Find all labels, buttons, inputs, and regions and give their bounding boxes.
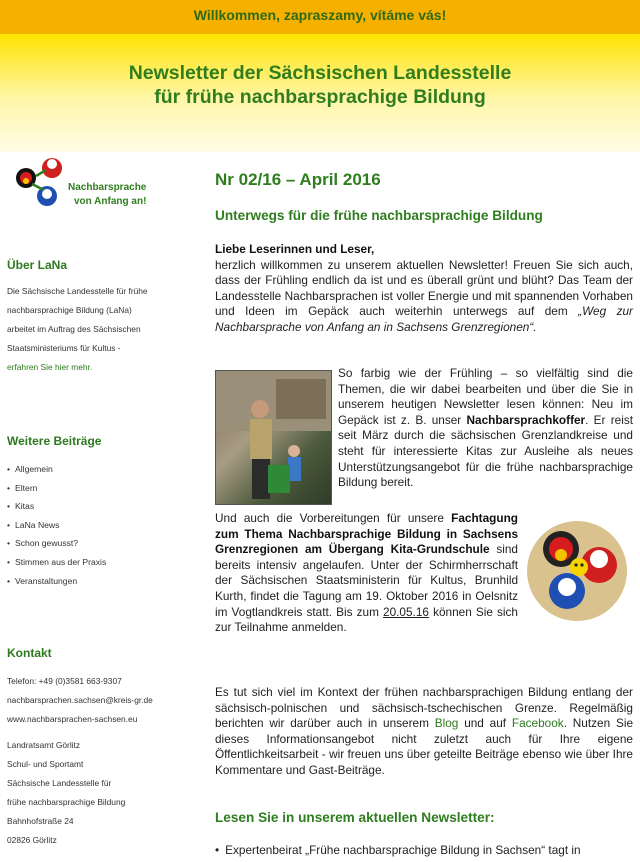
category-item[interactable]: • Veranstaltungen [7,572,106,591]
more-posts-title: Weitere Beiträge [7,434,102,448]
registration-date-link[interactable]: 20.05.16 [383,604,429,619]
flags-hands-image [525,515,628,623]
blog-link[interactable]: Blog [434,716,459,731]
lana-logo[interactable] [14,156,174,220]
intro-paragraph: Liebe Leserinnen und Leser, herzlich willkommen zu unserem aktuellen Newsletter! Freuen Sie sich auch, dass der Frühling endlich da ist und es überall grünt und blüht? Das Team der Landesstelle Nachbarsprachen ist voller Energie und mit spannenden Vorhaben und Ideen im Gepäck auch weiterhin unterwegs auf dem „Weg zur Nachbarsprache von Anfang an in Sachsens Grenzregionen“. [215,242,633,334]
newsletter-title: Newsletter der Sächsischen Landesstelle für frühe nachbarsprachige Bildung [128,62,512,108]
article-subtitle: Unterwegs für die frühe nachbarsprachige Bildung [215,208,543,223]
facebook-link[interactable]: Facebook [511,716,564,731]
list-item[interactable]: • Expertenbeirat „Frühe nachbarsprachige Bildung in Sachsen“ tagt in [215,843,581,857]
category-item[interactable]: • Eltern [7,479,106,498]
welcome-bar: Willkommen, zapraszamy, vítáme vás! [0,0,640,34]
issue-title: Nr 02/16 – April 2016 [215,170,381,189]
paragraph-conference: Und auch die Vorbereitungen für unsere Fachtagung zum Thema Nachbarsprachige Bildung in Sachsens Grenzregionen am Übergang Kita-Grundschule sind bereits intensiv angelaufen. Unter der Schirmherrschaft der Sächsischen Staatsministerin für Kultus, Brunhild Kurth, findet die Tagung am 19. Oktober 2016 in Oelsnitz im Vogtlandkreis statt. Bis zum 20.05.16 können Sie sich zur Teilnahme anmelden. [215,511,518,635]
paragraph-case: So farbig wie der Frühling – so vielfältig sind die Themen, die wir dabei bearbeiten und über die Sie in unserem heutigen Newsletter lesen können: Neu im Gepäck ist z. B. unser Nachbarsprachkoffer. Er reist seit März durch die sächsischen Grenzlandkreise und steht für interessierte Kitas zur Ausleihe als neues Unterstützungsangebot für die frühe nachbarsprachige Bildung bereit. [338,366,633,490]
address: Landratsamt Görlitz Schul- und Sportamt Sächsische Landesstelle für frühe nachbarsprachige Bildung Bahnhofstraße 24 02826 Görlitz [7,740,126,845]
category-item[interactable]: • Stimmen aus der Praxis [7,553,106,572]
category-item[interactable]: • Allgemein [7,460,106,479]
category-list [7,460,106,590]
contact-info: Telefon: +49 (0)3581 663-9307 nachbarsprachen.sachsen@kreis-gr.de www.nachbarsprachen-sachsen.eu [7,676,153,724]
paragraph-blog: Es tut sich viel im Kontext der frühen nachbarsprachigen Bildung entlang der sächsisch-polnischen und sächsisch-tschechischen Grenze. Regelmäßig berichten wir darüber auch in unserem Blog und auf Facebook. Nutzen Sie dieses Informationsangebot nicht zuletzt auch für Ihre eigene Öffentlichkeitsarbeit - wir freuen uns über geteilte Beiträge ebenso wie über Ihre Kommentare und Gast-Beiträge. [215,685,634,777]
about-link[interactable]: erfahren Sie hier mehr. [7,362,93,372]
contact-title: Kontakt [7,646,52,660]
about-title: Über LaNa [7,258,68,272]
sidebar [0,152,196,862]
category-item[interactable]: • Kitas [7,497,106,516]
svg-text:von Anfang an!: von Anfang an! [74,196,147,207]
svg-text:Nachbarsprache: Nachbarsprache [68,182,147,193]
section-title: Lesen Sie in unserem aktuellen Newsletter: [215,810,495,825]
parent-child-photo [215,370,332,505]
about-text: Die Sächsische Landesstelle für frühe nachbarsprachige Bildung (LaNa) arbeitet im Auftrag des Sächsischen Staatsministeriums für Kultus - erfahren Sie hier mehr. [7,286,148,372]
newsletter-header [0,34,640,152]
category-item[interactable]: • LaNa News [7,516,106,535]
category-item[interactable]: • Schon gewusst? [7,534,106,553]
